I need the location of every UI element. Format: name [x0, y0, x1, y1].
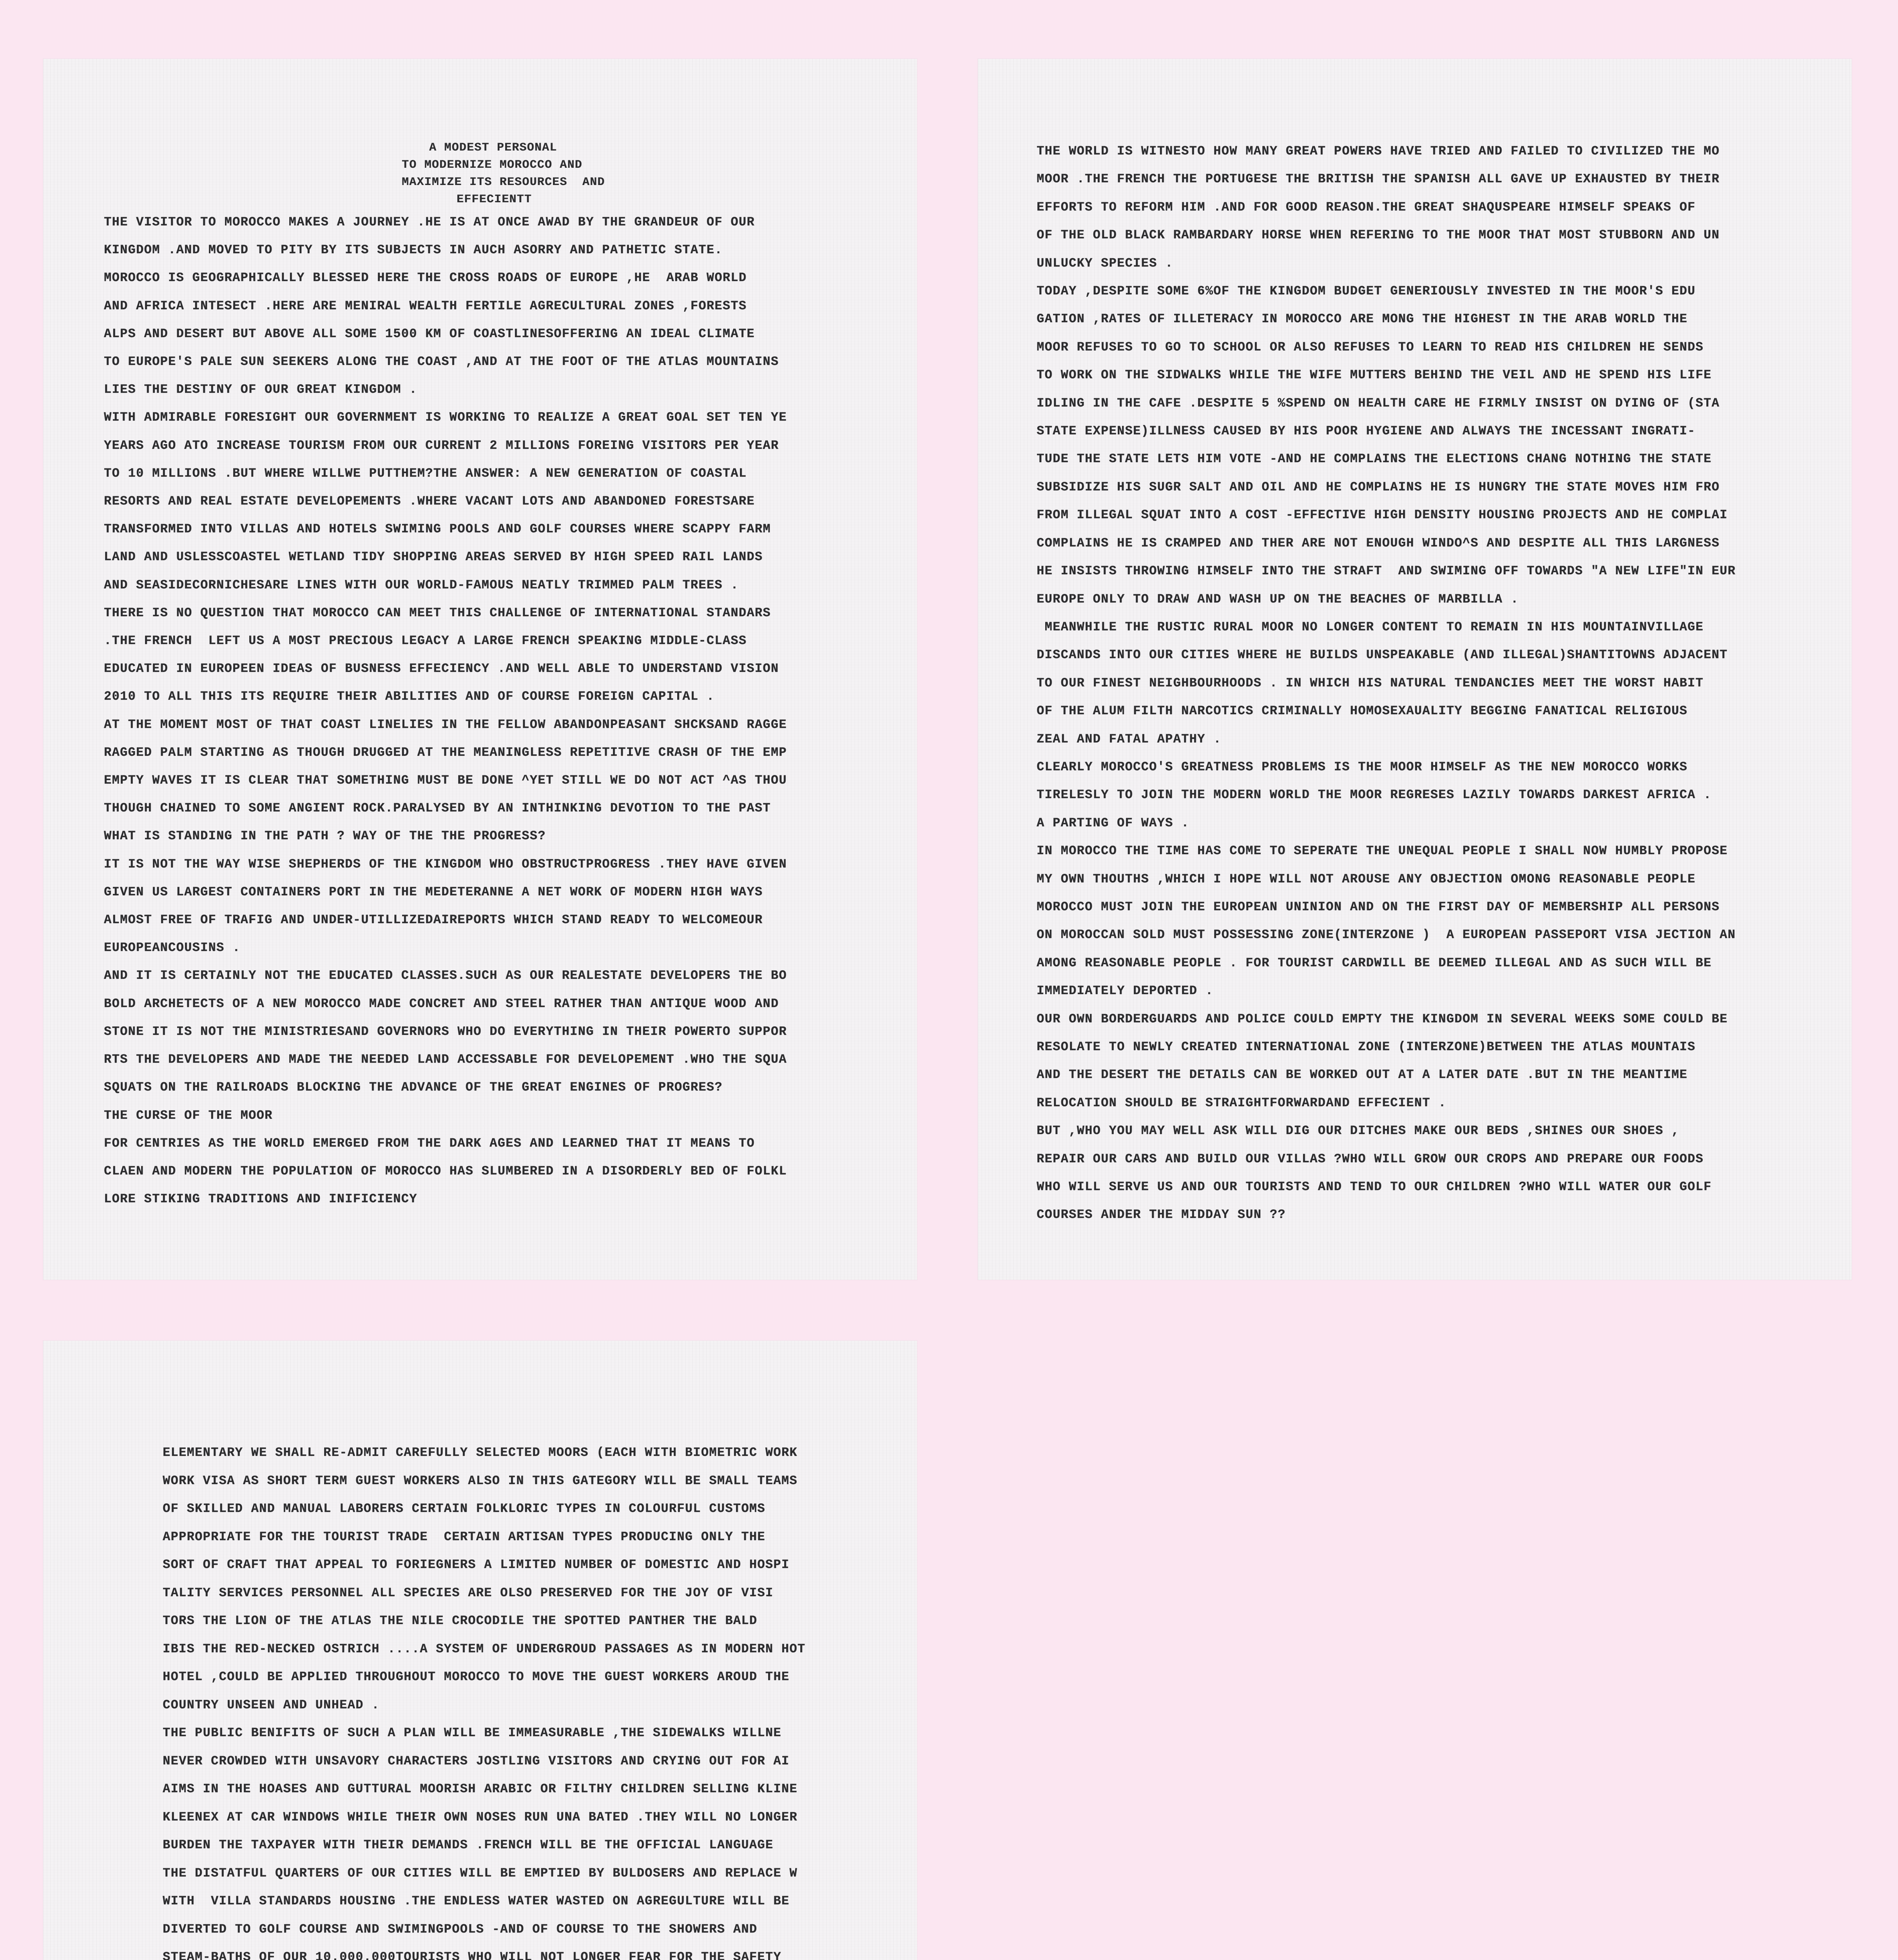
text-line: AND THE DESERT THE DETAILS CAN BE WORKED OUT AT A LATER DATE .BUT IN THE MEANTIME: [1037, 1067, 1688, 1082]
page-1: [43, 59, 917, 1280]
text-line: SQUATS ON THE RAILROADS BLOCKING THE ADVANCE OF THE GREAT ENGINES OF PROGRES?: [104, 1080, 723, 1095]
text-line: RELOCATION SHOULD BE STRAIGHTFORWARDAND EFFECIENT .: [1037, 1095, 1447, 1110]
text-line: OUR OWN BORDERGUARDS AND POLICE COULD EMPTY THE KINGDOM IN SEVERAL WEEKS SOME COULD BE: [1037, 1011, 1728, 1026]
title-line: EFFECIENTT: [457, 193, 532, 206]
text-line: HOTEL ,COULD BE APPLIED THROUGHOUT MOROCCO TO MOVE THE GUEST WORKERS AROUD THE: [163, 1670, 790, 1684]
text-line: FOR CENTRIES AS THE WORLD EMERGED FROM THE DARK AGES AND LEARNED THAT IT MEANS TO: [104, 1136, 755, 1151]
text-line: ELEMENTARY WE SHALL RE-ADMIT CAREFULLY SELECTED MOORS (EACH WITH BIOMETRIC WORK: [163, 1445, 798, 1460]
text-line: LAND AND USLESSCOASTEL WETLAND TIDY SHOPPING AREAS SERVED BY HIGH SPEED RAIL LANDS: [104, 550, 763, 564]
text-line: TIRELESLY TO JOIN THE MODERN WORLD THE MOOR REGRESES LAZILY TOWARDS DARKEST AFRICA .: [1037, 788, 1712, 802]
text-line: EMPTY WAVES IT IS CLEAR THAT SOMETHING MUST BE DONE ^YET STILL WE DO NOT ACT ^AS THOU: [104, 773, 787, 788]
text-line: THE VISITOR TO MOROCCO MAKES A JOURNEY .HE IS AT ONCE AWAD BY THE GRANDEUR OF OUR: [104, 215, 755, 229]
title-line: A MODEST PERSONAL: [429, 141, 557, 154]
text-line: DISCANDS INTO OUR CITIES WHERE HE BUILDS UNSPEAKABLE (AND ILLEGAL)SHANTITOWNS ADJACENT: [1037, 648, 1728, 662]
text-line: TO EUROPE'S PALE SUN SEEKERS ALONG THE COAST ,AND AT THE FOOT OF THE ATLAS MOUNTAINS: [104, 354, 779, 369]
text-line: AIMS IN THE HOASES AND GUTTURAL MOORISH ARABIC OR FILTHY CHILDREN SELLING KLINE: [163, 1782, 798, 1796]
text-line: NEVER CROWDED WITH UNSAVORY CHARACTERS JOSTLING VISITORS AND CRYING OUT FOR AI: [163, 1753, 790, 1768]
text-line: BUT ,WHO YOU MAY WELL ASK WILL DIG OUR DITCHES MAKE OUR BEDS ,SHINES OUR SHOES ,: [1037, 1123, 1680, 1138]
text-line: HE INSISTS THROWING HIMSELF INTO THE STRAFT AND SWIMING OFF TOWARDS "A NEW LIFE"IN EUR: [1037, 564, 1736, 579]
text-line: STONE IT IS NOT THE MINISTRIESAND GOVERNORS WHO DO EVERYTHING IN THEIR POWERTO SUPPOR: [104, 1024, 787, 1039]
text-line: UNLUCKY SPECIES .: [1037, 256, 1173, 270]
text-line: A PARTING OF WAYS .: [1037, 815, 1189, 830]
text-line: AND IT IS CERTAINLY NOT THE EDUCATED CLASSES.SUCH AS OUR REALESTATE DEVELOPERS THE BO: [104, 968, 787, 983]
text-line: YEARS AGO ATO INCREASE TOURISM FROM OUR CURRENT 2 MILLIONS FOREING VISITORS PER YEAR: [104, 438, 779, 453]
text-line: THE WORLD IS WITNESTO HOW MANY GREAT POWERS HAVE TRIED AND FAILED TO CIVILIZED THE MO: [1037, 144, 1720, 158]
text-line: IDLING IN THE CAFE .DESPITE 5 %SPEND ON HEALTH CARE HE FIRMLY INSIST ON DYING OF (STA: [1037, 396, 1720, 410]
text-line: MOROCCO MUST JOIN THE EUROPEAN UNINION AND ON THE FIRST DAY OF MEMBERSHIP ALL PERSONS: [1037, 899, 1720, 914]
text-line: OF SKILLED AND MANUAL LABORERS CERTAIN FOLKLORIC TYPES IN COLOURFUL CUSTOMS: [163, 1501, 765, 1516]
page-3: [43, 1341, 917, 1960]
text-line: ZEAL AND FATAL APATHY .: [1037, 731, 1222, 746]
text-line: GATION ,RATES OF ILLETERACY IN MOROCCO ARE MONG THE HIGHEST IN THE ARAB WORLD THE: [1037, 312, 1688, 327]
text-line: RTS THE DEVELOPERS AND MADE THE NEEDED LAND ACCESSABLE FOR DEVELOPEMENT .WHO THE SQUA: [104, 1052, 787, 1067]
text-line: COMPLAINS HE IS CRAMPED AND THER ARE NOT ENOUGH WINDO^S AND DESPITE ALL THIS LARGNESS: [1037, 535, 1720, 550]
text-line: STATE EXPENSE)ILLNESS CAUSED BY HIS POOR HYGIENE AND ALWAYS THE INCESSANT INGRATI-: [1037, 424, 1696, 439]
text-line: TORS THE LION OF THE ATLAS THE NILE CROCODILE THE SPOTTED PANTHER THE BALD: [163, 1613, 758, 1628]
text-line: .THE FRENCH LEFT US A MOST PRECIOUS LEGACY A LARGE FRENCH SPEAKING MIDDLE-CLASS: [104, 633, 747, 648]
text-line: MEANWHILE THE RUSTIC RURAL MOOR NO LONGER CONTENT TO REMAIN IN HIS MOUNTAINVILLAGE: [1037, 619, 1704, 634]
text-line: MOROCCO IS GEOGRAPHICALLY BLESSED HERE THE CROSS ROADS OF EUROPE ,HE ARAB WORLD: [104, 270, 747, 285]
text-line: TO WORK ON THE SIDWALKS WHILE THE WIFE MUTTERS BEHIND THE VEIL AND HE SPEND HIS LIFE: [1037, 368, 1712, 383]
text-line: EFFORTS TO REFORM HIM .AND FOR GOOD REASON.THE GREAT SHAQUSPEARE HIMSELF SPEAKS OF: [1037, 200, 1696, 214]
text-line: WORK VISA AS SHORT TERM GUEST WORKERS ALSO IN THIS GATEGORY WILL BE SMALL TEAMS: [163, 1473, 798, 1488]
text-line: WITH ADMIRABLE FORESIGHT OUR GOVERNMENT IS WORKING TO REALIZE A GREAT GOAL SET TEN YE: [104, 410, 787, 425]
text-line: TALITY SERVICES PERSONNEL ALL SPECIES ARE OLSO PRESERVED FOR THE JOY OF VISI: [163, 1585, 774, 1600]
text-line: EDUCATED IN EUROPEEN IDEAS OF BUSNESS EFFECIENCY .AND WELL ABLE TO UNDERSTAND VISION: [104, 661, 779, 676]
text-line: REPAIR OUR CARS AND BUILD OUR VILLAS ?WHO WILL GROW OUR CROPS AND PREPARE OUR FOODS: [1037, 1151, 1704, 1166]
text-line: TO 10 MILLIONS .BUT WHERE WILLWE PUTTHEM?THE ANSWER: A NEW GENERATION OF COASTAL: [104, 466, 747, 481]
text-line: CLAEN AND MODERN THE POPULATION OF MOROCCO HAS SLUMBERED IN A DISORDERLY BED OF FOLKL: [104, 1163, 787, 1178]
page-1-body: [104, 208, 917, 1213]
title-line: MAXIMIZE ITS RESOURCES AND: [402, 176, 605, 189]
text-line: THE DISTATFUL QUARTERS OF OUR CITIES WILL BE EMPTIED BY BULDOSERS AND REPLACE W: [163, 1866, 798, 1880]
title-line: TO MODERNIZE MOROCCO AND: [402, 158, 582, 172]
text-line: WITH VILLA STANDARDS HOUSING .THE ENDLESS WATER WASTED ON AGREGULTURE WILL BE: [163, 1894, 790, 1908]
text-line: ALPS AND DESERT BUT ABOVE ALL SOME 1500 KM OF COASTLINESOFFERING AN IDEAL CLIMATE: [104, 326, 755, 341]
text-line: EUROPEANCOUSINS .: [104, 940, 241, 955]
text-line: WHAT IS STANDING IN THE PATH ? WAY OF THE THE PROGRESS?: [104, 829, 546, 844]
text-line: BOLD ARCHETECTS OF A NEW MOROCCO MADE CONCRET AND STEEL RATHER THAN ANTIQUE WOOD AND: [104, 996, 779, 1011]
text-line: MOOR .THE FRENCH THE PORTUGESE THE BRITISH THE SPANISH ALL GAVE UP EXHAUSTED BY THEIR: [1037, 172, 1720, 187]
text-line: THE CURSE OF THE MOOR: [104, 1108, 273, 1123]
text-line: IN MOROCCO THE TIME HAS COME TO SEPERATE THE UNEQUAL PEOPLE I SHALL NOW HUMBLY PROPOSE: [1037, 844, 1728, 858]
text-line: COURSES ANDER THE MIDDAY SUN ??: [1037, 1207, 1286, 1222]
text-line: THOUGH CHAINED TO SOME ANGIENT ROCK.PARALYSED BY AN INTHINKING DEVOTION TO THE PAST: [104, 801, 771, 816]
text-line: OF THE ALUM FILTH NARCOTICS CRIMINALLY HOMOSEXAUALITY BEGGING FANATICAL RELIGIOUS: [1037, 704, 1688, 719]
text-line: SUBSIDIZE HIS SUGR SALT AND OIL AND HE COMPLAINS HE IS HUNGRY THE STATE MOVES HIM FRO: [1037, 479, 1720, 494]
text-line: AND SEASIDECORNICHESARE LINES WITH OUR WORLD-FAMOUS NEATLY TRIMMED PALM TREES .: [104, 577, 739, 592]
text-line: TODAY ,DESPITE SOME 6%OF THE KINGDOM BUDGET GENERIOUSLY INVESTED IN THE MOOR'S EDU: [1037, 284, 1696, 299]
text-line: COUNTRY UNSEEN AND UNHEAD .: [163, 1697, 380, 1712]
text-line: TRANSFORMED INTO VILLAS AND HOTELS SWIMING POOLS AND GOLF COURSES WHERE SCAPPY FARM: [104, 522, 771, 537]
text-line: AND AFRICA INTESECT .HERE ARE MENIRAL WEALTH FERTILE AGRECULTURAL ZONES ,FORESTS: [104, 298, 747, 313]
text-line: ON MOROCCAN SOLD MUST POSSESSING ZONE(INTERZONE ) A EUROPEAN PASSEPORT VISA JECTION AN: [1037, 927, 1736, 942]
text-line: GIVEN US LARGEST CONTAINERS PORT IN THE MEDETERANNE A NET WORK OF MODERN HIGH WAYS: [104, 884, 763, 899]
page-2-body: [1037, 137, 1852, 1229]
text-line: ALMOST FREE OF TRAFIG AND UNDER-UTILLIZEDAIREPORTS WHICH STAND READY TO WELCOMEOUR: [104, 913, 763, 927]
text-line: SORT OF CRAFT THAT APPEAL TO FORIEGNERS A LIMITED NUMBER OF DOMESTIC AND HOSPI: [163, 1557, 790, 1572]
text-line: RESOLATE TO NEWLY CREATED INTERNATIONAL ZONE (INTERZONE)BETWEEN THE ATLAS MOUNTAIS: [1037, 1040, 1696, 1054]
text-line: CLEARLY MOROCCO'S GREATNESS PROBLEMS IS THE MOOR HIMSELF AS THE NEW MOROCCO WORKS: [1037, 759, 1688, 774]
text-line: FROM ILLEGAL SQUAT INTO A COST -EFFECTIVE HIGH DENSITY HOUSING PROJECTS AND HE COMPLAI: [1037, 508, 1728, 523]
text-line: EUROPE ONLY TO DRAW AND WASH UP ON THE BEACHES OF MARBILLA .: [1037, 592, 1519, 606]
text-line: LIES THE DESTINY OF OUR GREAT KINGDOM .: [104, 382, 417, 397]
text-line: RAGGED PALM STARTING AS THOUGH DRUGGED AT THE MEANINGLESS REPETITIVE CRASH OF THE EMP: [104, 745, 787, 760]
text-line: KINGDOM .AND MOVED TO PITY BY ITS SUBJECTS IN AUCH ASORRY AND PATHETIC STATE.: [104, 243, 723, 258]
text-line: LORE STIKING TRADITIONS AND INIFICIENCY: [104, 1192, 417, 1207]
text-line: THERE IS NO QUESTION THAT MOROCCO CAN MEET THIS CHALLENGE OF INTERNATIONAL STANDARS: [104, 605, 771, 620]
text-line: RESORTS AND REAL ESTATE DEVELOPEMENTS .WHERE VACANT LOTS AND ABANDONED FORESTSARE: [104, 494, 755, 509]
text-line: THE PUBLIC BENIFITS OF SUCH A PLAN WILL BE IMMEASURABLE ,THE SIDEWALKS WILLNE: [163, 1726, 781, 1740]
text-line: BURDEN THE TAXPAYER WITH THEIR DEMANDS .FRENCH WILL BE THE OFFICIAL LANGUAGE: [163, 1838, 774, 1852]
text-line: DIVERTED TO GOLF COURSE AND SWIMINGPOOLS -AND OF COURSE TO THE SHOWERS AND: [163, 1922, 758, 1936]
text-line: TUDE THE STATE LETS HIM VOTE -AND HE COMPLAINS THE ELECTIONS CHANG NOTHING THE STATE: [1037, 452, 1712, 466]
text-line: MOOR REFUSES TO GO TO SCHOOL OR ALSO REFUSES TO LEARN TO READ HIS CHILDREN HE SENDS: [1037, 339, 1704, 354]
document-title: [402, 139, 917, 208]
text-line: KLEENEX AT CAR WINDOWS WHILE THEIR OWN NOSES RUN UNA BATED .THEY WILL NO LONGER: [163, 1809, 798, 1824]
text-line: WHO WILL SERVE US AND OUR TOURISTS AND TEND TO OUR CHILDREN ?WHO WILL WATER OUR GOLF: [1037, 1180, 1712, 1194]
text-line: APPROPRIATE FOR THE TOURIST TRADE CERTAIN ARTISAN TYPES PRODUCING ONLY THE: [163, 1529, 765, 1544]
text-line: STEAM-BATHS OF OUR 10.000.000TOURISTS WHO WILL NOT LONGER FEAR FOR THE SAFETY: [163, 1950, 781, 1960]
text-line: AMONG REASONABLE PEOPLE . FOR TOURIST CARDWILL BE DEEMED ILLEGAL AND AS SUCH WILL BE: [1037, 955, 1712, 970]
text-line: OF THE OLD BLACK RAMBARDARY HORSE WHEN REFERING TO THE MOOR THAT MOST STUBBORN AND UN: [1037, 228, 1720, 243]
text-line: IMMEDIATELY DEPORTED .: [1037, 984, 1214, 998]
page-3-body: [163, 1439, 917, 1960]
text-line: IT IS NOT THE WAY WISE SHEPHERDS OF THE KINGDOM WHO OBSTRUCTPROGRESS .THEY HAVE GIVEN: [104, 857, 787, 871]
text-line: TO OUR FINEST NEIGHBOURHOODS . IN WHICH HIS NATURAL TENDANCIES MEET THE WORST HABIT: [1037, 675, 1704, 690]
page-2: [978, 59, 1852, 1280]
text-line: AT THE MOMENT MOST OF THAT COAST LINELIES IN THE FELLOW ABANDONPEASANT SHCKSAND RAGGE: [104, 717, 787, 732]
text-line: IBIS THE RED-NECKED OSTRICH ....A SYSTEM OF UNDERGROUD PASSAGES AS IN MODERN HOT: [163, 1641, 806, 1656]
text-line: MY OWN THOUTHS ,WHICH I HOPE WILL NOT AROUSE ANY OBJECTION OMONG REASONABLE PEOPLE: [1037, 871, 1696, 886]
text-line: 2010 TO ALL THIS ITS REQUIRE THEIR ABILITIES AND OF COURSE FOREIGN CAPITAL .: [104, 689, 715, 704]
